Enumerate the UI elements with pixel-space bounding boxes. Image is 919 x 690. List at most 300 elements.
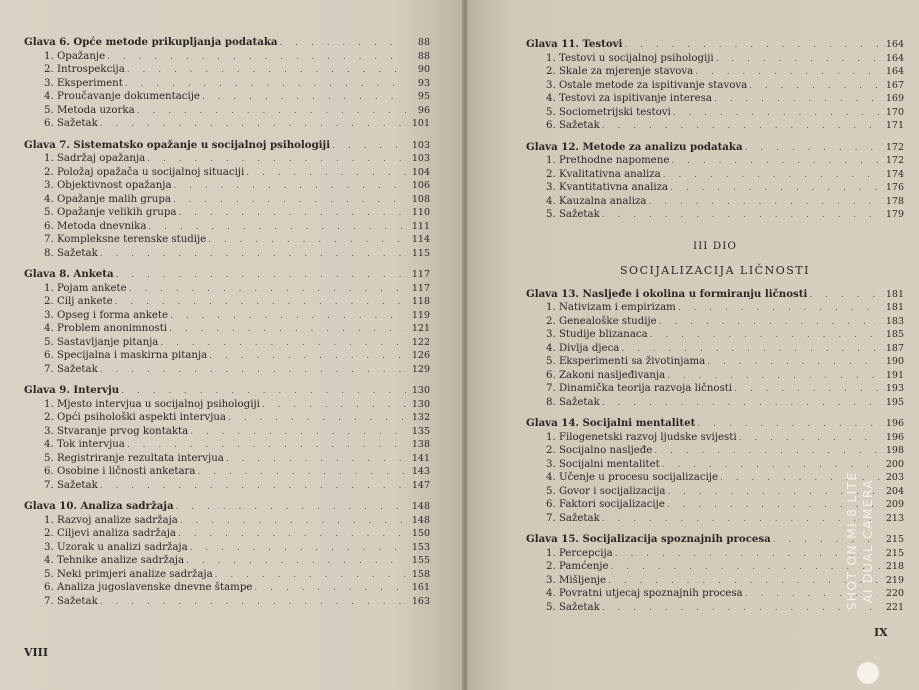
toc-entry bbox=[526, 52, 904, 66]
chapter-title: Glava 15. Socijalizacija spoznajnih procesa bbox=[526, 533, 771, 545]
dot-leader bbox=[127, 64, 406, 77]
entry-title: 4. Povratni utjecaj spoznajnih procesa bbox=[546, 588, 743, 599]
entry-title: 6. Osobine i ličnosti anketara bbox=[44, 466, 196, 477]
entry-page-number: 200 bbox=[885, 458, 904, 470]
entry-title: 3. Uzorak u analizi sadržaja bbox=[44, 541, 188, 553]
toc-entry bbox=[526, 396, 904, 410]
toc-entry bbox=[24, 50, 430, 64]
toc-entry bbox=[24, 541, 430, 555]
toc-entry bbox=[24, 398, 430, 412]
toc-entry bbox=[526, 328, 904, 342]
entry-title: 5. Eksperimenti sa životinjama bbox=[546, 356, 706, 367]
dot-leader bbox=[602, 397, 880, 410]
entry-title: 5. Registriranje rezultata intervjua bbox=[44, 452, 224, 464]
dot-leader bbox=[254, 582, 406, 595]
chapter-block bbox=[24, 139, 430, 261]
entry-title: 1. Nativizam i empirizam bbox=[546, 302, 676, 313]
chapter-heading bbox=[526, 141, 904, 155]
entry-title: 1. Testovi u socijalnoj psihologiji bbox=[546, 52, 714, 64]
entry-page-number: 111 bbox=[411, 220, 430, 232]
chapter-heading bbox=[24, 384, 430, 398]
entry-title: 3. Opseg i forma ankete bbox=[44, 309, 169, 321]
dot-leader bbox=[121, 385, 406, 398]
entry-page-number: 195 bbox=[885, 396, 904, 408]
watermark-text bbox=[844, 431, 876, 651]
entry-page-number: 135 bbox=[411, 425, 430, 437]
entry-title: 4. Učenje u procesu socijalizacije bbox=[546, 472, 719, 483]
entry-title: 1. Mjesto intervjua u socijalnoj psihologiji bbox=[44, 398, 260, 410]
dot-leader bbox=[190, 426, 406, 439]
entry-page-number: 126 bbox=[411, 350, 430, 361]
entry-title: 8. Sažetak bbox=[546, 396, 600, 408]
dot-leader bbox=[670, 182, 880, 195]
entry-title: 7. Sažetak bbox=[44, 479, 98, 491]
toc-entry bbox=[24, 104, 430, 118]
entry-title: 3. Ostale metode za ispitivanje stavova bbox=[546, 79, 748, 91]
entry-title: 4. Problem anonimnosti bbox=[44, 323, 168, 334]
entry-page-number: 155 bbox=[411, 555, 430, 566]
toc-entry bbox=[24, 206, 430, 220]
entry-title: 1. Percepcija bbox=[546, 547, 613, 559]
dot-leader bbox=[659, 316, 880, 329]
entry-page-number: 179 bbox=[885, 209, 904, 220]
chapter-heading bbox=[24, 36, 430, 50]
dot-leader bbox=[186, 555, 406, 568]
watermark-line-1: SHOT ON MI 8 LITE bbox=[844, 471, 859, 611]
entry-page-number: 163 bbox=[411, 595, 430, 607]
chapter-page-number: 88 bbox=[417, 37, 430, 48]
entry-title: 2. Kvalitativna analiza bbox=[546, 168, 661, 180]
dot-leader bbox=[170, 310, 406, 323]
entry-title: 5. Opažanje velikih grupa bbox=[44, 207, 177, 218]
toc-entry bbox=[24, 63, 430, 77]
entry-title: 7. Kompleksne terenske studije bbox=[44, 234, 207, 245]
entry-title: 1. Filogenetski razvoj ljudske svijesti bbox=[546, 431, 737, 443]
entry-title: 2. Genealoške studije bbox=[546, 315, 657, 327]
dot-leader bbox=[100, 364, 406, 377]
toc-entry bbox=[24, 220, 430, 234]
entry-title: 6. Sažetak bbox=[44, 118, 98, 129]
entry-page-number: 198 bbox=[885, 445, 904, 456]
chapter-page-number: 148 bbox=[411, 501, 430, 512]
dot-leader bbox=[615, 548, 880, 561]
entry-page-number: 164 bbox=[885, 52, 904, 64]
entry-page-number: 115 bbox=[411, 247, 430, 259]
toc-entry bbox=[24, 452, 430, 466]
toc-entry bbox=[24, 425, 430, 439]
toc-entry bbox=[24, 581, 430, 595]
chapter-title: Glava 14. Socijalni mentalitet bbox=[526, 417, 696, 429]
entry-page-number: 148 bbox=[411, 514, 430, 526]
entry-page-number: 117 bbox=[411, 282, 430, 294]
dot-leader bbox=[137, 105, 406, 118]
chapter-page-number: 215 bbox=[885, 534, 904, 545]
dot-leader bbox=[169, 323, 406, 336]
page-number-left: VIII bbox=[24, 646, 48, 659]
dot-leader bbox=[602, 602, 880, 615]
dot-leader bbox=[202, 91, 406, 104]
entry-page-number: 203 bbox=[885, 472, 904, 483]
entry-page-number: 191 bbox=[885, 369, 904, 381]
toc-entry bbox=[526, 301, 904, 315]
dot-leader bbox=[663, 169, 880, 182]
entry-page-number: 106 bbox=[411, 180, 430, 191]
entry-page-number: 147 bbox=[411, 479, 430, 491]
chapter-heading bbox=[526, 288, 904, 302]
entry-page-number: 167 bbox=[885, 79, 904, 91]
dot-leader bbox=[147, 153, 406, 166]
toc-entry bbox=[526, 92, 904, 106]
toc-entry bbox=[24, 247, 430, 261]
dot-leader bbox=[716, 53, 880, 66]
entry-title: 4. Tok intervjua bbox=[44, 439, 125, 450]
toc-entry bbox=[24, 595, 430, 609]
dot-leader bbox=[115, 296, 406, 309]
dot-leader bbox=[215, 569, 406, 582]
toc-entry bbox=[526, 355, 904, 369]
entry-title: 3. Socijalni mentalitet bbox=[546, 458, 660, 470]
toc-entry bbox=[24, 527, 430, 541]
entry-title: 4. Proučavanje dokumentacije bbox=[44, 91, 200, 102]
toc-entry bbox=[24, 336, 430, 350]
chapter-heading bbox=[526, 38, 904, 52]
dot-leader bbox=[707, 356, 880, 369]
toc-entry bbox=[526, 65, 904, 79]
chapter-page-number: 196 bbox=[885, 418, 904, 429]
entry-title: 6. Metoda dnevnika bbox=[44, 220, 147, 232]
entry-title: 2. Cilj ankete bbox=[44, 296, 113, 307]
dot-leader bbox=[608, 575, 880, 588]
entry-title: 4. Tehnike analize sadržaja bbox=[44, 555, 185, 566]
dot-leader bbox=[624, 39, 880, 52]
entry-page-number: 221 bbox=[885, 601, 904, 613]
entry-title: 5. Neki primjeri analize sadržaja bbox=[44, 568, 213, 580]
entry-title: 1. Pojam ankete bbox=[44, 282, 127, 294]
dot-leader bbox=[246, 167, 406, 180]
dot-leader bbox=[148, 221, 406, 234]
entry-page-number: 193 bbox=[885, 383, 904, 394]
dot-leader bbox=[178, 207, 406, 220]
entry-title: 5. Sažetak bbox=[546, 601, 600, 613]
entry-title: 6. Analiza jugoslavenske dnevne štampe bbox=[44, 582, 253, 593]
dot-leader bbox=[176, 501, 406, 514]
dot-leader bbox=[100, 480, 406, 493]
dot-leader bbox=[745, 142, 880, 155]
part-label: III DIO bbox=[693, 239, 737, 252]
entry-page-number: 215 bbox=[885, 547, 904, 559]
entry-title: 6. Faktori socijalizacije bbox=[546, 499, 665, 510]
chapter-title: Glava 7. Sistematsko opažanje u socijalnoj psihologiji bbox=[24, 138, 331, 151]
dot-leader bbox=[695, 66, 880, 79]
entry-title: 3. Stvaranje prvog kontakta bbox=[44, 425, 189, 437]
entry-title: 4. Testovi za ispitivanje interesa bbox=[546, 93, 712, 104]
entry-page-number: 183 bbox=[885, 315, 904, 327]
dot-leader bbox=[174, 180, 406, 193]
toc-entry bbox=[526, 181, 904, 195]
page-number-right: IX bbox=[874, 626, 888, 639]
entry-page-number: 218 bbox=[885, 561, 904, 572]
dot-leader bbox=[129, 283, 406, 296]
entry-title: 2. Introspekcija bbox=[44, 64, 125, 75]
toc-entry bbox=[24, 233, 430, 247]
entry-page-number: 95 bbox=[417, 91, 430, 102]
entry-page-number: 174 bbox=[885, 168, 904, 180]
chapter-title: Glava 9. Intervju bbox=[24, 384, 120, 396]
chapter-heading bbox=[526, 417, 904, 431]
entry-page-number: 108 bbox=[411, 193, 430, 205]
toc-entry bbox=[24, 117, 430, 131]
entry-title: 5. Sažetak bbox=[546, 209, 600, 220]
toc-entry bbox=[24, 363, 430, 377]
dot-leader bbox=[100, 248, 406, 261]
toc-entry bbox=[24, 77, 430, 91]
entry-title: 7. Sažetak bbox=[546, 512, 600, 524]
entry-title: 7. Sažetak bbox=[44, 363, 98, 375]
dot-leader bbox=[602, 513, 880, 526]
chapter-page-number: 117 bbox=[411, 269, 430, 280]
toc-entry bbox=[24, 438, 430, 452]
toc-entry bbox=[24, 179, 430, 193]
entry-title: 1. Sadržaj opažanja bbox=[44, 153, 146, 164]
entry-page-number: 158 bbox=[411, 568, 430, 580]
entry-page-number: 196 bbox=[885, 431, 904, 443]
entry-title: 3. Kvantitativna analiza bbox=[546, 182, 669, 193]
entry-title: 7. Dinamička teorija razvoja ličnosti bbox=[546, 383, 733, 394]
entry-title: 5. Metoda uzorka bbox=[44, 104, 135, 116]
dot-leader bbox=[262, 399, 406, 412]
entry-title: 4. Opažanje malih grupa bbox=[44, 193, 171, 205]
entry-title: 5. Sociometrijski testovi bbox=[546, 106, 671, 118]
chapter-heading bbox=[24, 500, 430, 514]
chapter-title: Glava 11. Testovi bbox=[526, 38, 623, 50]
toc-entry bbox=[526, 79, 904, 93]
entry-page-number: 219 bbox=[885, 574, 904, 586]
entry-page-number: 121 bbox=[411, 323, 430, 334]
chapter-block bbox=[526, 141, 904, 222]
entry-page-number: 172 bbox=[885, 155, 904, 166]
entry-page-number: 209 bbox=[885, 499, 904, 510]
dot-leader bbox=[116, 269, 406, 282]
toc-entry bbox=[526, 382, 904, 396]
entry-title: 5. Sastavljanje pitanja bbox=[44, 336, 159, 348]
entry-page-number: 153 bbox=[411, 541, 430, 553]
toc-entry bbox=[526, 315, 904, 329]
entry-title: 4. Divlja djeca bbox=[546, 342, 620, 354]
entry-page-number: 88 bbox=[417, 50, 430, 62]
entry-page-number: 176 bbox=[885, 182, 904, 193]
toc-entry bbox=[24, 554, 430, 568]
dot-leader bbox=[208, 234, 406, 247]
entry-page-number: 104 bbox=[411, 166, 430, 178]
chapter-title: Glava 6. Opće metode prikupljanja podataka bbox=[24, 36, 278, 48]
entry-title: 1. Razvoj analize sadržaja bbox=[44, 514, 178, 526]
left-table-of-contents bbox=[24, 36, 430, 616]
entry-title: 1. Prethodne napomene bbox=[546, 155, 670, 166]
chapter-block bbox=[24, 384, 430, 492]
dot-leader bbox=[332, 140, 406, 153]
entry-title: 4. Kauzalna analiza bbox=[546, 195, 647, 207]
dot-leader bbox=[611, 561, 880, 574]
dot-leader bbox=[209, 350, 406, 363]
chapters-part-two-end bbox=[526, 38, 904, 222]
entry-title: 6. Sažetak bbox=[546, 120, 600, 131]
entry-page-number: 185 bbox=[885, 329, 904, 340]
dot-leader bbox=[107, 51, 406, 64]
chapter-page-number: 130 bbox=[411, 385, 430, 396]
toc-entry bbox=[526, 154, 904, 168]
dot-leader bbox=[178, 528, 406, 541]
toc-entry bbox=[24, 90, 430, 104]
dot-leader bbox=[734, 383, 880, 396]
chapter-title: Glava 12. Metode za analizu podataka bbox=[526, 140, 743, 153]
dot-leader bbox=[648, 196, 880, 209]
toc-entry bbox=[24, 514, 430, 528]
entry-page-number: 161 bbox=[411, 582, 430, 593]
toc-entry bbox=[24, 166, 430, 180]
entry-page-number: 143 bbox=[411, 466, 430, 477]
entry-title: 8. Sažetak bbox=[44, 247, 98, 259]
toc-entry bbox=[24, 465, 430, 479]
dot-leader bbox=[127, 439, 406, 452]
dot-leader bbox=[602, 120, 880, 133]
entry-title: 3. Studije blizanaca bbox=[546, 329, 648, 340]
part-title: SOCIJALIZACIJA LIČNOSTI bbox=[620, 263, 810, 277]
entry-page-number: 170 bbox=[885, 106, 904, 118]
chapter-title: Glava 13. Nasljeđe i okolina u formiranju ličnosti bbox=[526, 287, 808, 300]
toc-entry bbox=[24, 309, 430, 323]
entry-page-number: 150 bbox=[411, 528, 430, 539]
toc-entry bbox=[24, 295, 430, 309]
entry-page-number: 220 bbox=[885, 588, 904, 599]
entry-page-number: 169 bbox=[885, 93, 904, 104]
dot-leader bbox=[125, 78, 406, 91]
dot-leader bbox=[650, 329, 880, 342]
entry-page-number: 110 bbox=[411, 207, 430, 218]
entry-page-number: 138 bbox=[411, 439, 430, 450]
entry-title: 2. Skale za mjerenje stavova bbox=[546, 66, 694, 77]
dot-leader bbox=[667, 370, 880, 383]
entry-title: 3. Mišljenje bbox=[546, 574, 607, 586]
dot-leader bbox=[100, 596, 406, 609]
camera-watermark bbox=[844, 425, 875, 655]
toc-entry bbox=[24, 152, 430, 166]
entry-page-number: 103 bbox=[411, 153, 430, 164]
dot-leader bbox=[602, 209, 880, 222]
entry-title: 2. Položaj opažača u socijalnoj situaciji bbox=[44, 166, 245, 178]
toc-entry bbox=[24, 282, 430, 296]
dot-leader bbox=[809, 289, 880, 302]
dot-leader bbox=[678, 302, 880, 315]
entry-page-number: 178 bbox=[885, 195, 904, 207]
dot-leader bbox=[714, 93, 880, 106]
entry-title: 5. Govor i socijalizacija bbox=[546, 485, 666, 497]
dot-leader bbox=[671, 155, 880, 168]
toc-entry bbox=[526, 119, 904, 133]
entry-title: 7. Sažetak bbox=[44, 595, 98, 607]
chapter-title: Glava 8. Anketa bbox=[24, 268, 114, 280]
toc-entry bbox=[24, 193, 430, 207]
chapter-block bbox=[24, 268, 430, 376]
chapter-block bbox=[24, 36, 430, 131]
entry-title: 2. Socijalno nasljeđe bbox=[546, 445, 653, 456]
toc-entry bbox=[526, 342, 904, 356]
chapter-page-number: 181 bbox=[885, 288, 904, 300]
entry-page-number: 122 bbox=[411, 336, 430, 348]
toc-entry bbox=[24, 568, 430, 582]
dot-leader bbox=[749, 80, 880, 93]
entry-page-number: 171 bbox=[885, 120, 904, 131]
entry-page-number: 141 bbox=[411, 452, 430, 464]
entry-page-number: 130 bbox=[411, 398, 430, 410]
dot-leader bbox=[621, 343, 880, 356]
watermark-logo-dot bbox=[857, 662, 879, 684]
entry-page-number: 96 bbox=[417, 104, 430, 116]
toc-entry bbox=[24, 349, 430, 363]
entry-title: 2. Ciljevi analiza sadržaja bbox=[44, 528, 176, 539]
toc-entry bbox=[24, 479, 430, 493]
dot-leader bbox=[228, 412, 406, 425]
toc-entry bbox=[24, 322, 430, 336]
dot-leader bbox=[280, 37, 406, 50]
chapter-page-number: 164 bbox=[885, 39, 904, 50]
entry-title: 1. Opažanje bbox=[44, 50, 106, 62]
chapter-block bbox=[526, 288, 904, 410]
entry-page-number: 213 bbox=[885, 512, 904, 524]
entry-page-number: 90 bbox=[417, 64, 430, 75]
dot-leader bbox=[673, 107, 880, 120]
toc-entry bbox=[526, 369, 904, 383]
toc-entry bbox=[526, 195, 904, 209]
entry-page-number: 190 bbox=[885, 356, 904, 367]
entry-page-number: 93 bbox=[417, 77, 430, 89]
chapter-heading bbox=[24, 268, 430, 282]
chapter-block bbox=[24, 500, 430, 608]
dot-leader bbox=[180, 515, 406, 528]
chapter-title: Glava 10. Analiza sadržaja bbox=[24, 500, 174, 512]
entry-page-number: 204 bbox=[885, 485, 904, 497]
dot-leader bbox=[100, 118, 406, 131]
dot-leader bbox=[197, 466, 406, 479]
entry-page-number: 181 bbox=[885, 302, 904, 313]
toc-entry bbox=[526, 208, 904, 222]
entry-page-number: 118 bbox=[411, 296, 430, 307]
dot-leader bbox=[160, 337, 406, 350]
entry-title: 6. Specijalna i maskirna pitanja bbox=[44, 350, 208, 361]
entry-title: 2. Pamćenje bbox=[546, 561, 609, 572]
dot-leader bbox=[173, 194, 406, 207]
entry-page-number: 164 bbox=[885, 66, 904, 77]
entry-title: 3. Eksperiment bbox=[44, 77, 123, 89]
chapter-page-number: 103 bbox=[411, 139, 430, 151]
chapter-block bbox=[526, 38, 904, 133]
dot-leader bbox=[226, 453, 406, 466]
entry-page-number: 119 bbox=[411, 309, 430, 321]
toc-entry bbox=[526, 168, 904, 182]
toc-entry bbox=[24, 411, 430, 425]
entry-page-number: 129 bbox=[411, 363, 430, 375]
watermark-line-2: AI DUAL CAMERA bbox=[860, 479, 875, 603]
chapter-heading bbox=[24, 139, 430, 153]
entry-title: 2. Opći psihološki aspekti intervjua bbox=[44, 412, 227, 423]
entry-title: 3. Objektivnost opažanja bbox=[44, 180, 172, 191]
entry-title: 6. Zakoni nasljeđivanja bbox=[546, 369, 666, 381]
chapter-page-number: 172 bbox=[885, 141, 904, 153]
toc-entry bbox=[526, 106, 904, 120]
entry-page-number: 114 bbox=[411, 234, 430, 245]
entry-page-number: 132 bbox=[411, 412, 430, 423]
entry-page-number: 187 bbox=[885, 342, 904, 354]
dot-leader bbox=[190, 542, 406, 555]
